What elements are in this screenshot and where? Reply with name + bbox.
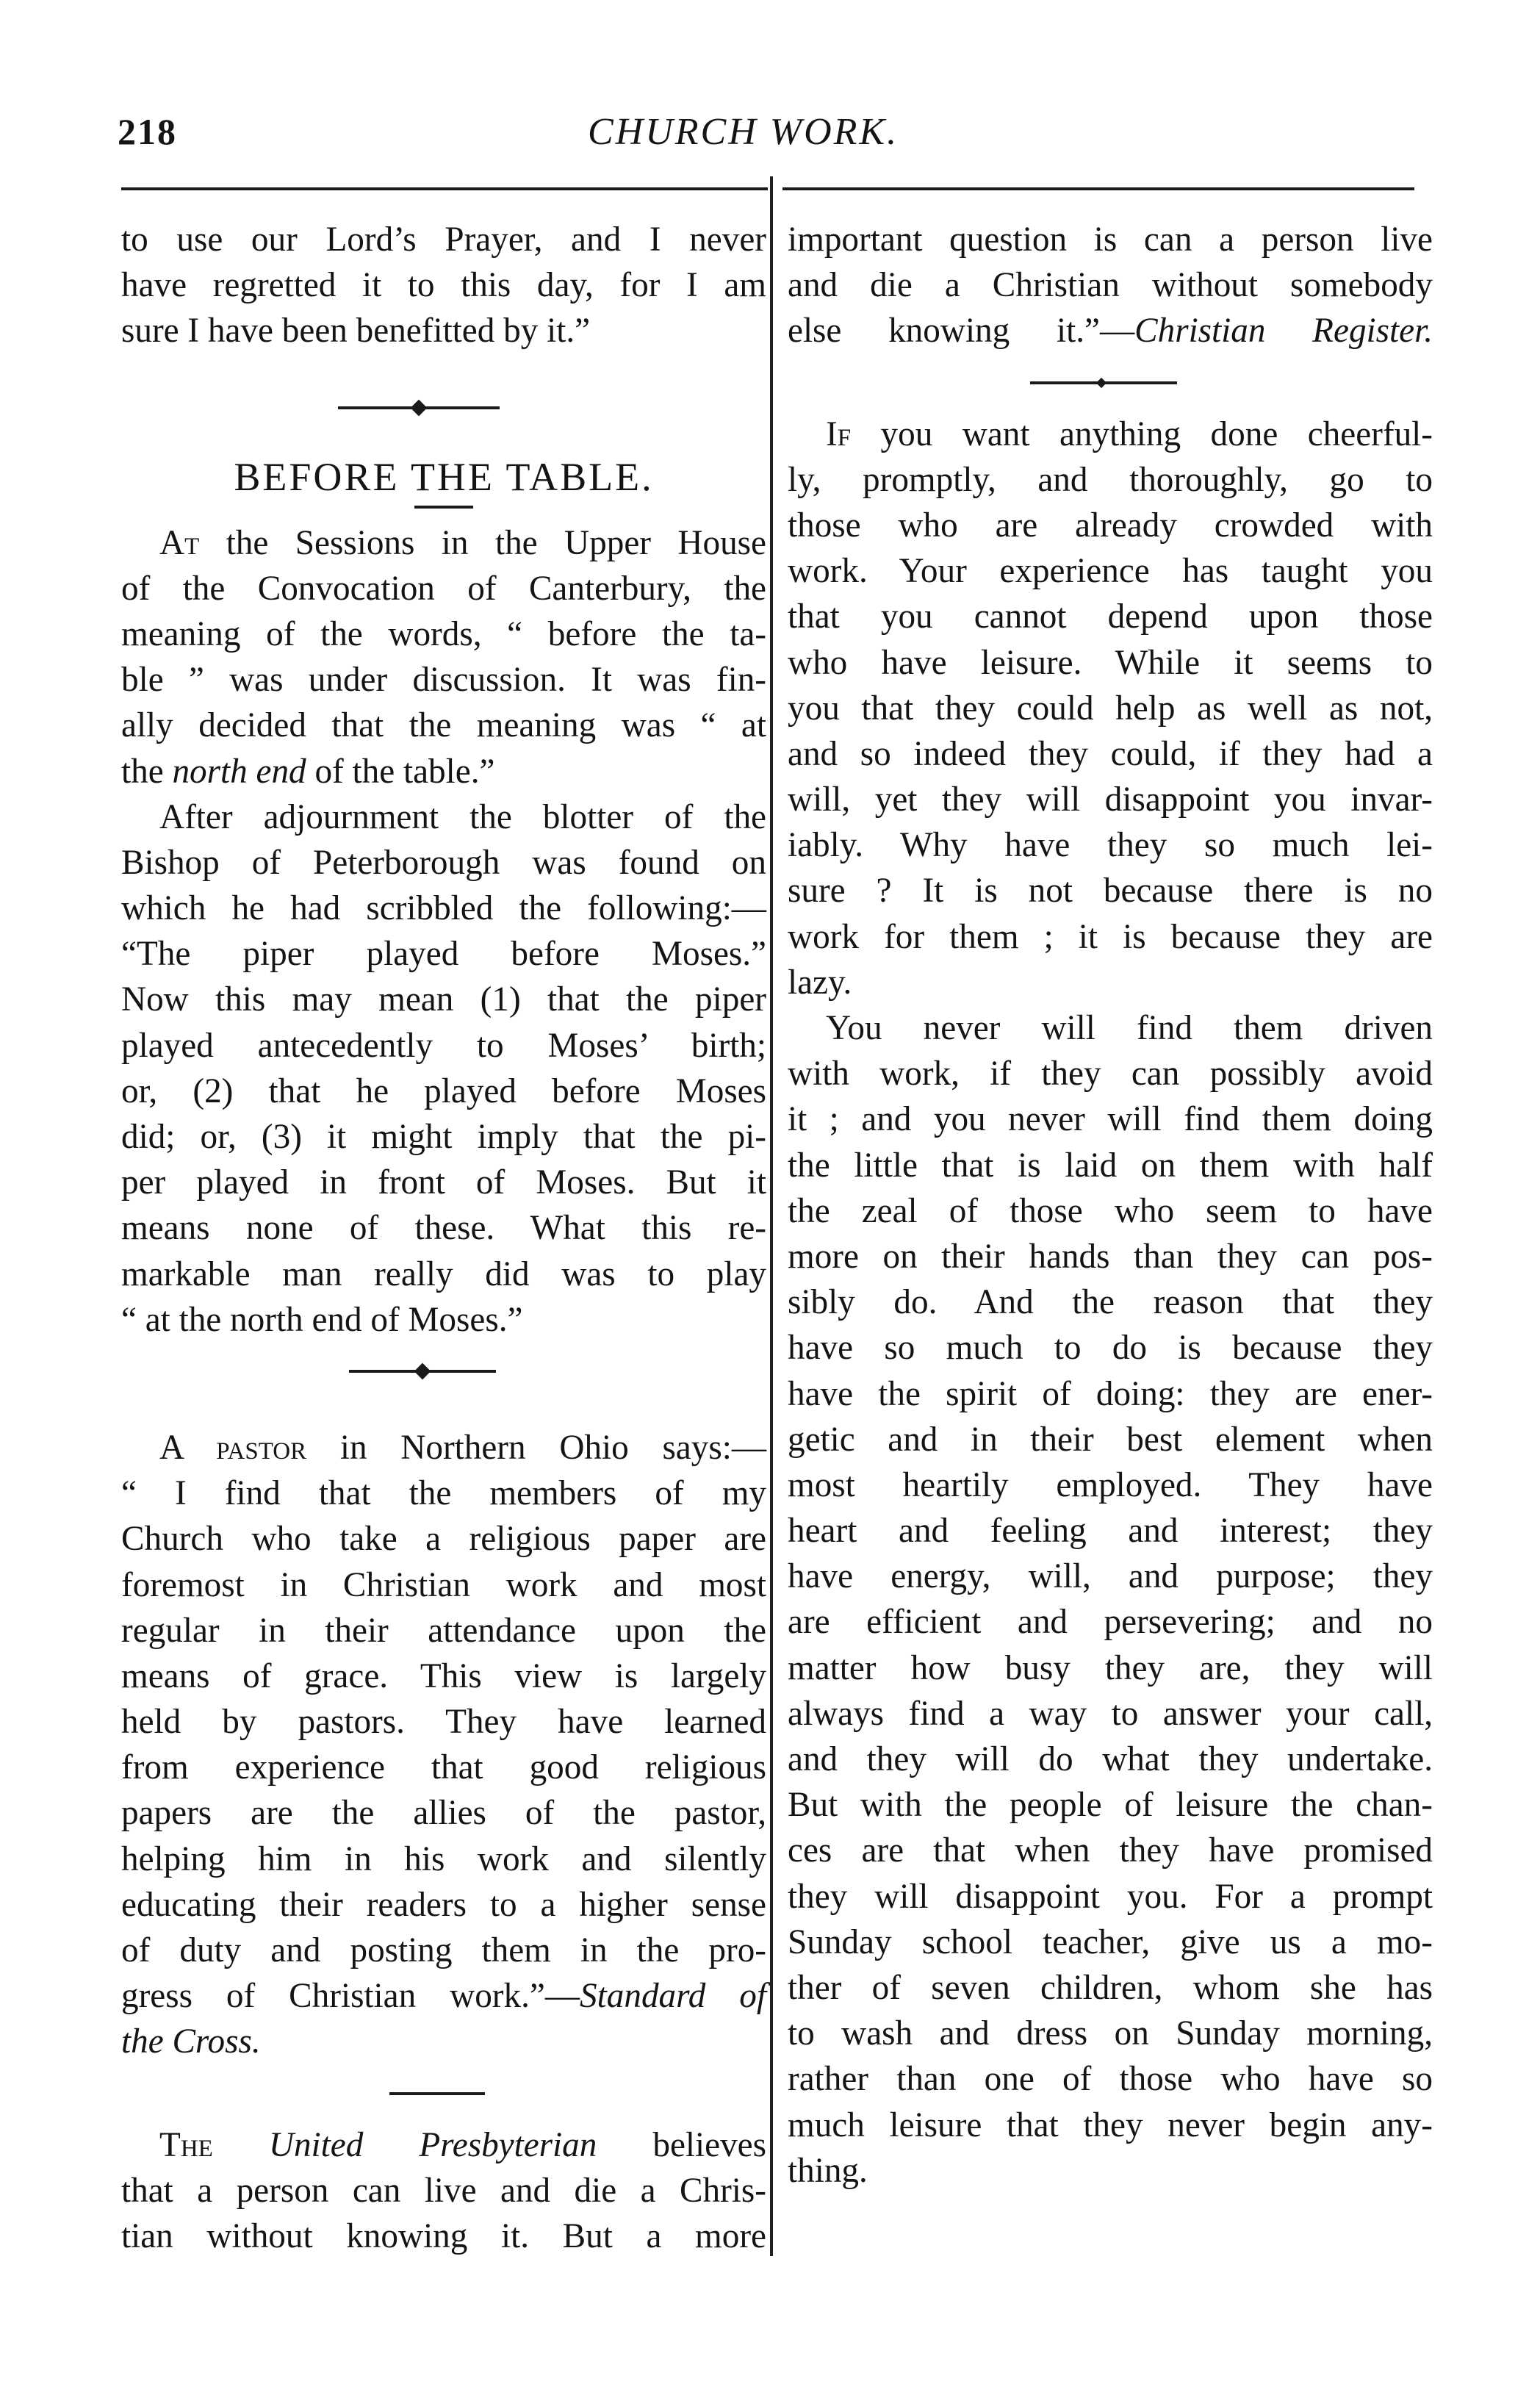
text-line: papers are the allies of the pastor, [121, 1794, 766, 1833]
text-line: the little that is laid on them with half [788, 1146, 1433, 1185]
text-line: did; or, (3) it might imply that the pi- [121, 1118, 766, 1156]
text-line: Sunday school teacher, give us a mo- [788, 1922, 1433, 1961]
text-line: from experience that good religious [121, 1748, 766, 1787]
paragraph-first-line [121, 520, 766, 566]
text-line: and they will do what they undertake. [788, 1740, 1433, 1778]
text-line [121, 749, 766, 794]
text-line: thing. [788, 2151, 868, 2190]
title-rule [414, 506, 473, 509]
text-line: “ I find that the members of my [121, 1474, 766, 1513]
text-line: “The piper played before Moses.” [121, 935, 766, 974]
text-line: sure I have been benefitted by it.” [121, 312, 591, 351]
ornament-divider [121, 392, 766, 423]
lead-word: At [159, 523, 200, 562]
text-line: tian without knowing it. But a more [121, 2216, 766, 2255]
line-text: in Northern Ohio says:— [306, 1428, 767, 1467]
ornament-divider [788, 367, 1433, 398]
header-rule-left [121, 187, 768, 190]
page-header [118, 110, 1440, 169]
text-line: will, yet they will disappoint you invar- [788, 780, 1433, 819]
text-line: markable man really did was to play [121, 1254, 766, 1293]
line-text: of the table.” [306, 752, 495, 791]
text-line: those who are already crowded with [788, 506, 1433, 545]
text-line: the zeal of those who seem to have [788, 1191, 1433, 1230]
text-line: they will disappoint you. For a prompt [788, 1877, 1433, 1916]
lead-word: A pastor [159, 1428, 307, 1467]
text-line: that you cannot depend upon those [788, 597, 1433, 636]
text-line: most heartily employed. They have [788, 1465, 1433, 1504]
text-line: with work, if they can possibly avoid [788, 1055, 1433, 1094]
text-line: helping him in his work and silently [121, 1839, 766, 1878]
paragraph-first-line [121, 2122, 766, 2168]
text-line: means of grace. This view is largely [121, 1656, 766, 1695]
source-citation: the Cross. [121, 2022, 261, 2061]
text-line: have the spirit of doing: they are ener- [788, 1374, 1433, 1413]
paragraph-first-line [788, 412, 1433, 457]
text-line: work. Your experience has taught you [788, 552, 1433, 591]
text-line [121, 1973, 766, 2019]
text-line: matter how busy they are, they will [788, 1648, 1433, 1687]
text-line: ally decided that the meaning was “ at [121, 706, 766, 745]
line-text: believes [597, 2125, 766, 2164]
text-line: Church who take a religious paper are [121, 1520, 766, 1559]
line-text: the Sessions in the Upper House [199, 523, 766, 562]
text-line: foremost in Christian work and most [121, 1565, 766, 1604]
text-line: heart and feeling and interest; they [788, 1512, 1433, 1551]
text-line: ble ” was under discussion. It was fin- [121, 661, 766, 700]
text-line: played antecedently to Moses’ birth; [121, 1026, 766, 1065]
lead-word: The [159, 2125, 213, 2164]
line-text: the [121, 752, 173, 791]
right-column [788, 217, 1433, 2194]
text-line: lazy. [788, 963, 852, 1002]
source-citation: Standard of [580, 1977, 766, 2016]
text-line: held by pastors. They have learned [121, 1703, 766, 1742]
text-line: who have leisure. While it seems to [788, 643, 1433, 682]
text-line: After adjournment the blotter of the [159, 797, 766, 836]
text-line: have so much to do is because they [788, 1329, 1433, 1368]
text-line: and so indeed they could, if they had a [788, 734, 1433, 773]
text-line: of duty and posting them in the pro- [121, 1931, 766, 1969]
line-text: you want anything done cheerful- [851, 414, 1433, 453]
text-line: have energy, will, and purpose; they [788, 1557, 1433, 1596]
text-line: “ at the north end of Moses.” [121, 1300, 523, 1339]
italic-text: United Presbyterian [268, 2125, 597, 2164]
text-line: means none of these. What this re- [121, 1209, 766, 1248]
header-rule-right [782, 187, 1414, 190]
page-number: 218 [118, 111, 177, 152]
section-title: BEFORE THE TABLE. [234, 454, 654, 499]
italic-text: north end [172, 752, 306, 791]
text-line: much leisure that they never begin any- [788, 2105, 1433, 2144]
text-line: ly, promptly, and thoroughly, go to [788, 460, 1433, 499]
running-title: CHURCH WORK. [588, 111, 899, 153]
text-line: of the Convocation of Canterbury, the [121, 569, 766, 608]
text-line: iably. Why have they so much lei- [788, 826, 1433, 865]
text-line: that a person can live and die a Chris- [121, 2171, 766, 2210]
source-citation: Christian Register. [1134, 312, 1433, 351]
text-line: or, (2) that he played before Moses [121, 1071, 766, 1110]
text-line: educating their readers to a higher sense [121, 1885, 766, 1924]
line-text: else knowing it.”— [788, 312, 1135, 351]
text-line: You never will find them driven [826, 1009, 1433, 1047]
text-line: ces are that when they have promised [788, 1831, 1433, 1870]
text-line: sibly do. And the reason that they [788, 1283, 1433, 1322]
text-line: Now this may mean (1) that the piper [121, 980, 766, 1019]
text-line [788, 308, 1433, 353]
text-line: you that they could help as well as not, [788, 689, 1433, 728]
text-line: ther of seven children, whom she has [788, 1968, 1433, 2007]
text-line: always find a way to answer your call, [788, 1694, 1433, 1733]
text-line: Bishop of Peterborough was found on [121, 843, 766, 882]
text-line: it ; and you never will find them doing [788, 1100, 1433, 1139]
text-line: are efficient and persevering; and no [788, 1603, 1433, 1642]
text-line: to use our Lord’s Prayer, and I never [121, 220, 766, 259]
ornament-divider [121, 1356, 766, 1387]
text-line: regular in their attendance upon the [121, 1611, 766, 1650]
text-line: work for them ; it is because they are [788, 917, 1433, 956]
text-line: meaning of the words, “ before the ta- [121, 614, 766, 653]
line-text: gress of Christian work.”— [121, 1977, 580, 2016]
text-line: rather than one of those who have so [788, 2060, 1433, 2099]
text-line: have regretted it to this day, for I am [121, 266, 766, 305]
text-line: per played in front of Moses. But it [121, 1163, 766, 1202]
left-column [121, 217, 766, 2259]
text-line: sure ? It is not because there is no [788, 872, 1433, 911]
text-line: to wash and dress on Sunday morning, [788, 2014, 1433, 2053]
rule-divider [121, 2078, 766, 2109]
paragraph-first-line [121, 1425, 766, 1470]
text-line: and die a Christian without somebody [788, 266, 1433, 305]
text-line: important question is can a person live [788, 220, 1433, 259]
text-line: But with the people of leisure the chan- [788, 1786, 1433, 1825]
lead-word: If [826, 414, 852, 453]
text-line: which he had scribbled the following:— [121, 889, 766, 928]
text-line: getic and in their best element when [788, 1420, 1433, 1459]
column-divider [770, 176, 773, 2256]
text-line: more on their hands than they can pos- [788, 1237, 1433, 1276]
